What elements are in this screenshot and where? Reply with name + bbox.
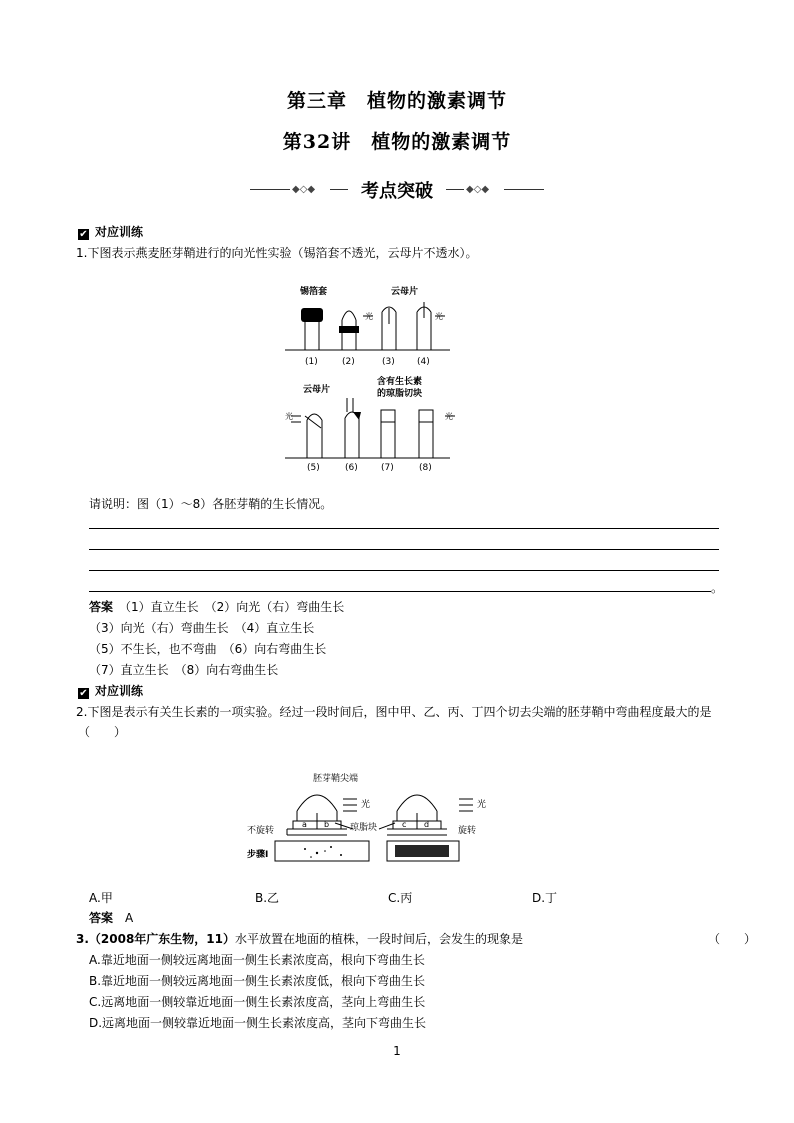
answer-line: [89, 528, 719, 529]
label-light-left: 光: [361, 800, 371, 810]
option-d: D.丁: [532, 891, 558, 905]
question-1-prompt: 请说明：图（1）～8）各胚芽鞘的生长情况。: [89, 497, 333, 511]
label-light: 光: [285, 412, 293, 421]
page-number: 1: [393, 1044, 401, 1058]
label-c: c: [402, 820, 407, 829]
label-num: (7): [381, 463, 394, 472]
answer-line: [89, 549, 719, 550]
option-b: B.靠近地面一侧较远离地面一侧生长素浓度低，根向下弯曲生长: [89, 974, 426, 988]
checkbox-icon: ✔: [79, 229, 88, 240]
section-banner-text: 考点突破: [361, 181, 433, 202]
end-mark: 。: [711, 581, 724, 595]
section-banner: [250, 176, 544, 202]
checkbox-icon: ✔: [79, 688, 88, 699]
label-light: 光: [445, 412, 453, 421]
label-tip: 胚芽鞘尖端: [313, 774, 359, 784]
chapter-title: 第三章 植物的激素调节: [286, 90, 507, 112]
label-mica-bottom: 云母片: [303, 385, 331, 395]
label-mica-top: 云母片: [391, 287, 419, 297]
label-agar-2: 的琼脂切块: [377, 389, 423, 399]
label-num: (3): [382, 357, 395, 367]
answer-line: [89, 570, 719, 571]
label-step: 步骤Ⅰ: [247, 850, 269, 860]
question-2-bracket: （ ）: [78, 725, 127, 739]
label-rotate: 旋转: [458, 826, 477, 836]
answer-2: 答案 A: [89, 911, 134, 925]
label-num: (2): [342, 357, 355, 367]
option-a: A.甲: [89, 891, 113, 905]
question-3-bracket: （ ）: [708, 932, 757, 946]
option-a: A.靠近地面一侧较远离地面一侧生长素浓度高，根向下弯曲生长: [89, 953, 425, 967]
answer-1-line-4: （7）直立生长 （8）向右弯曲生长: [89, 663, 279, 677]
ornament-icon: ◆◇◆: [292, 184, 316, 195]
question-2-stem: 2.下图是表示有关生长素的一项实验。经过一段时间后，图中甲、乙、丙、丁四个切去尖端的胚芽鞘中弯曲程度最大的是: [76, 705, 712, 719]
label-a: a: [302, 820, 307, 829]
lecture-title: 第32讲 植物的激素调节: [282, 131, 512, 153]
answer-1-line-1: 答案 （1）直立生长 （2）向光（右）弯曲生长: [89, 600, 345, 614]
phototropism-figure: [285, 280, 460, 472]
label-agar: 琼脂块: [350, 823, 378, 833]
auxin-experiment-figure: [245, 773, 495, 868]
answer-line: [89, 591, 711, 592]
training-heading-1: ✔ 对应训练: [79, 225, 144, 240]
label-agar-1: 含有生长素: [377, 377, 423, 387]
label-num: (8): [419, 463, 432, 472]
label-b: b: [324, 820, 330, 829]
option-b: B.乙: [255, 891, 280, 905]
question-3-stem: 3.（2008年广东生物，11）水平放置在地面的植株，一段时间后，会发生的现象是: [76, 932, 524, 946]
label-d: d: [424, 820, 430, 829]
label-num: (5): [307, 463, 320, 472]
ornament-icon: ◆◇◆: [466, 184, 490, 195]
option-d: D.远离地面一侧较靠近地面一侧生长素浓度高，茎向下弯曲生长: [89, 1016, 427, 1030]
training-heading-2: ✔ 对应训练: [79, 684, 144, 699]
question-1-stem: 1.下图表示燕麦胚芽鞘进行的向光性实验（锡箔套不透光，云母片不透水）。: [76, 246, 478, 260]
label-tinfoil: 锡箔套: [300, 287, 328, 297]
answer-1-line-2: （3）向光（右）弯曲生长 （4）直立生长: [89, 621, 315, 635]
option-c: C.丙: [388, 891, 413, 905]
label-num: (6): [345, 463, 358, 472]
label-light: 光: [365, 312, 373, 321]
label-num: (4): [417, 357, 430, 367]
label-light-right: 光: [477, 800, 487, 810]
label-num: (1): [305, 357, 318, 367]
label-light: 光: [435, 312, 443, 321]
answer-1-line-3: （5）不生长，也不弯曲 （6）向右弯曲生长: [89, 642, 327, 656]
label-no-rotate: 不旋转: [247, 826, 275, 836]
option-c: C.远离地面一侧较靠近地面一侧生长素浓度高，茎向上弯曲生长: [89, 995, 426, 1009]
